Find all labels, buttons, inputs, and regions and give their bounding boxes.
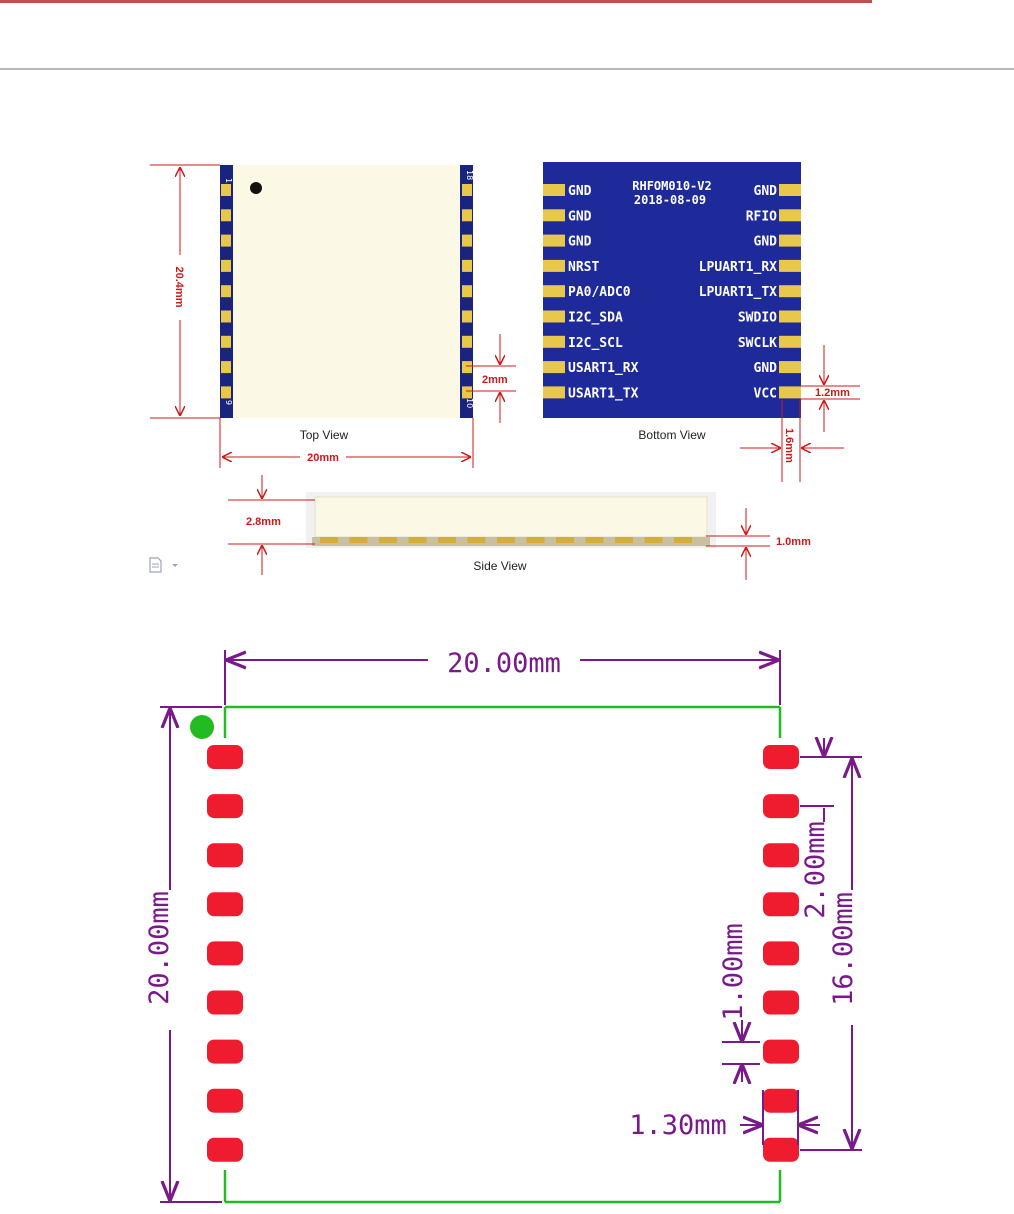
side-view-pad <box>527 537 545 543</box>
bottom-view-pad <box>779 184 801 196</box>
side-view-shield <box>315 497 707 537</box>
pin-number-10: 10 <box>465 398 474 409</box>
side-view-pad <box>350 537 368 543</box>
bottom-view-pad <box>543 311 565 323</box>
bottom-view-pin-label: SWDIO <box>737 310 777 326</box>
footprint-height-label: 20.00mm <box>144 891 175 1005</box>
bottom-view-pin-label: SWCLK <box>737 335 777 351</box>
side-view <box>228 475 811 580</box>
footprint-pad <box>207 892 243 916</box>
bottom-view <box>543 162 860 482</box>
side-view-pad <box>468 537 486 543</box>
top-view-pad <box>221 235 231 247</box>
bottom-view-pin-label: PA0/ADC0 <box>568 285 631 301</box>
footprint-drawing <box>0 600 1014 1214</box>
bottom-view-pin-label: GND <box>568 184 592 199</box>
top-view <box>150 165 516 468</box>
side-view-pad <box>556 537 574 543</box>
bottom-view-pin-label: USART1_TX <box>568 386 639 402</box>
pad-height-label: 1.2mm <box>815 387 850 399</box>
bottom-view-pad <box>779 285 801 297</box>
pin1-dot <box>250 182 262 194</box>
footprint-pad <box>207 745 243 769</box>
footprint-pitch-label: 2.00mm <box>800 821 831 919</box>
board-date-text: 2018-08-09 <box>633 193 707 207</box>
bottom-view-pin-label: I2C_SCL <box>568 335 623 351</box>
bottom-view-pad <box>779 386 801 398</box>
pin-number-9: 9 <box>224 400 233 406</box>
top-view-pad <box>221 285 231 297</box>
footprint-pad <box>763 1138 799 1162</box>
footprint-width-label: 20.00mm <box>447 648 561 679</box>
side-view-pad <box>379 537 397 543</box>
bottom-view-pin-label: I2C_SDA <box>568 310 623 326</box>
bottom-view-pad <box>543 336 565 348</box>
bottom-view-pin-label: GND <box>568 234 592 250</box>
bottom-view-pad <box>779 361 801 373</box>
footprint-pad <box>763 794 799 818</box>
board-model-text: RHFOM010-V2 <box>632 179 712 193</box>
bottom-view-pin-label: USART1_RX <box>568 361 639 377</box>
top-view-pad <box>221 311 231 323</box>
top-view-left-pads <box>221 184 231 398</box>
bottom-view-pad <box>779 235 801 247</box>
bottom-view-pin-label: RFIO <box>745 209 777 225</box>
bottom-view-caption: Bottom View <box>638 428 706 442</box>
footprint-pad-height-label: 1.00mm <box>718 923 749 1021</box>
side-view-pad <box>674 537 692 543</box>
footprint-pad <box>207 794 243 818</box>
bottom-view-pad <box>543 184 565 196</box>
side-view-pad <box>438 537 456 543</box>
footprint-pad <box>763 1040 799 1064</box>
footprint-pad-width-label: 1.30mm <box>629 1110 727 1141</box>
footprint-pad <box>763 892 799 916</box>
bottom-view-pad <box>779 336 801 348</box>
footprint-pad <box>207 843 243 867</box>
top-view-pitch-label: 2mm <box>482 374 508 386</box>
side-view-pad <box>615 537 633 543</box>
footprint-span-label: 16.00mm <box>828 892 859 1006</box>
top-view-pad <box>462 311 472 323</box>
side-view-pad <box>497 537 515 543</box>
top-view-pad <box>462 386 472 398</box>
top-view-pad <box>462 361 472 373</box>
side-view-caption: Side View <box>473 559 527 573</box>
top-view-pad <box>221 386 231 398</box>
top-view-pad <box>462 285 472 297</box>
footprint-pad <box>207 1138 243 1162</box>
pad-width-label: 1.6mm <box>783 428 795 463</box>
top-view-pad <box>221 184 231 196</box>
top-view-pad <box>221 336 231 348</box>
bottom-view-pad <box>543 285 565 297</box>
bottom-view-pin-label: GND <box>753 184 777 199</box>
footprint-pad <box>763 941 799 965</box>
pcb-thickness-label: 1.0mm <box>776 536 811 548</box>
bottom-view-right-pads <box>779 184 801 398</box>
footprint-pad <box>207 1040 243 1064</box>
top-view-shield <box>233 165 460 418</box>
side-view-pad <box>586 537 604 543</box>
footprint-pad <box>763 745 799 769</box>
bottom-view-pin-label: GND <box>753 234 777 250</box>
footprint-right-pads <box>763 745 799 1162</box>
footprint-pad <box>207 991 243 1015</box>
bottom-view-pad <box>543 209 565 221</box>
bottom-view-pin-label: GND <box>753 361 777 377</box>
bottom-view-pin-label: NRST <box>568 259 600 275</box>
bottom-view-left-pads <box>543 184 565 398</box>
top-view-pad <box>221 361 231 373</box>
thickness-label: 2.8mm <box>246 516 281 528</box>
module-views-figure <box>0 0 1014 600</box>
footprint-pad <box>763 843 799 867</box>
bottom-view-pin-label: GND <box>568 209 592 225</box>
top-view-pad <box>221 260 231 272</box>
top-view-height-label: 20.4mm <box>173 266 185 308</box>
top-view-pad <box>462 260 472 272</box>
bottom-view-pin-label: LPUART1_RX <box>698 259 777 275</box>
bottom-view-pad <box>779 260 801 272</box>
footprint-left-pads <box>207 745 243 1162</box>
top-view-caption: Top View <box>299 428 349 442</box>
bottom-view-pin-label: VCC <box>753 386 777 402</box>
pin-number-1: 1 <box>224 178 233 184</box>
document-icon <box>150 558 178 572</box>
bottom-view-pad <box>543 260 565 272</box>
top-view-pad <box>221 209 231 221</box>
footprint-pad <box>763 991 799 1015</box>
footprint-pad <box>207 1089 243 1113</box>
side-view-pad <box>409 537 427 543</box>
footprint-pad <box>763 1089 799 1113</box>
top-view-pad <box>462 209 472 221</box>
top-view-width-label: 20mm <box>307 452 339 464</box>
pin-number-18: 18 <box>465 170 474 181</box>
bottom-view-pad <box>543 235 565 247</box>
side-view-pad <box>645 537 663 543</box>
bottom-view-pad <box>779 311 801 323</box>
top-view-pad <box>462 235 472 247</box>
bottom-view-pad <box>779 209 801 221</box>
top-view-pad <box>462 336 472 348</box>
pin1-marker <box>190 715 214 739</box>
bottom-view-pin-label: LPUART1_TX <box>698 285 777 301</box>
footprint-pad <box>207 941 243 965</box>
top-view-pad <box>462 184 472 196</box>
bottom-view-pad <box>543 361 565 373</box>
bottom-view-pad <box>543 386 565 398</box>
side-view-pad <box>320 537 338 543</box>
